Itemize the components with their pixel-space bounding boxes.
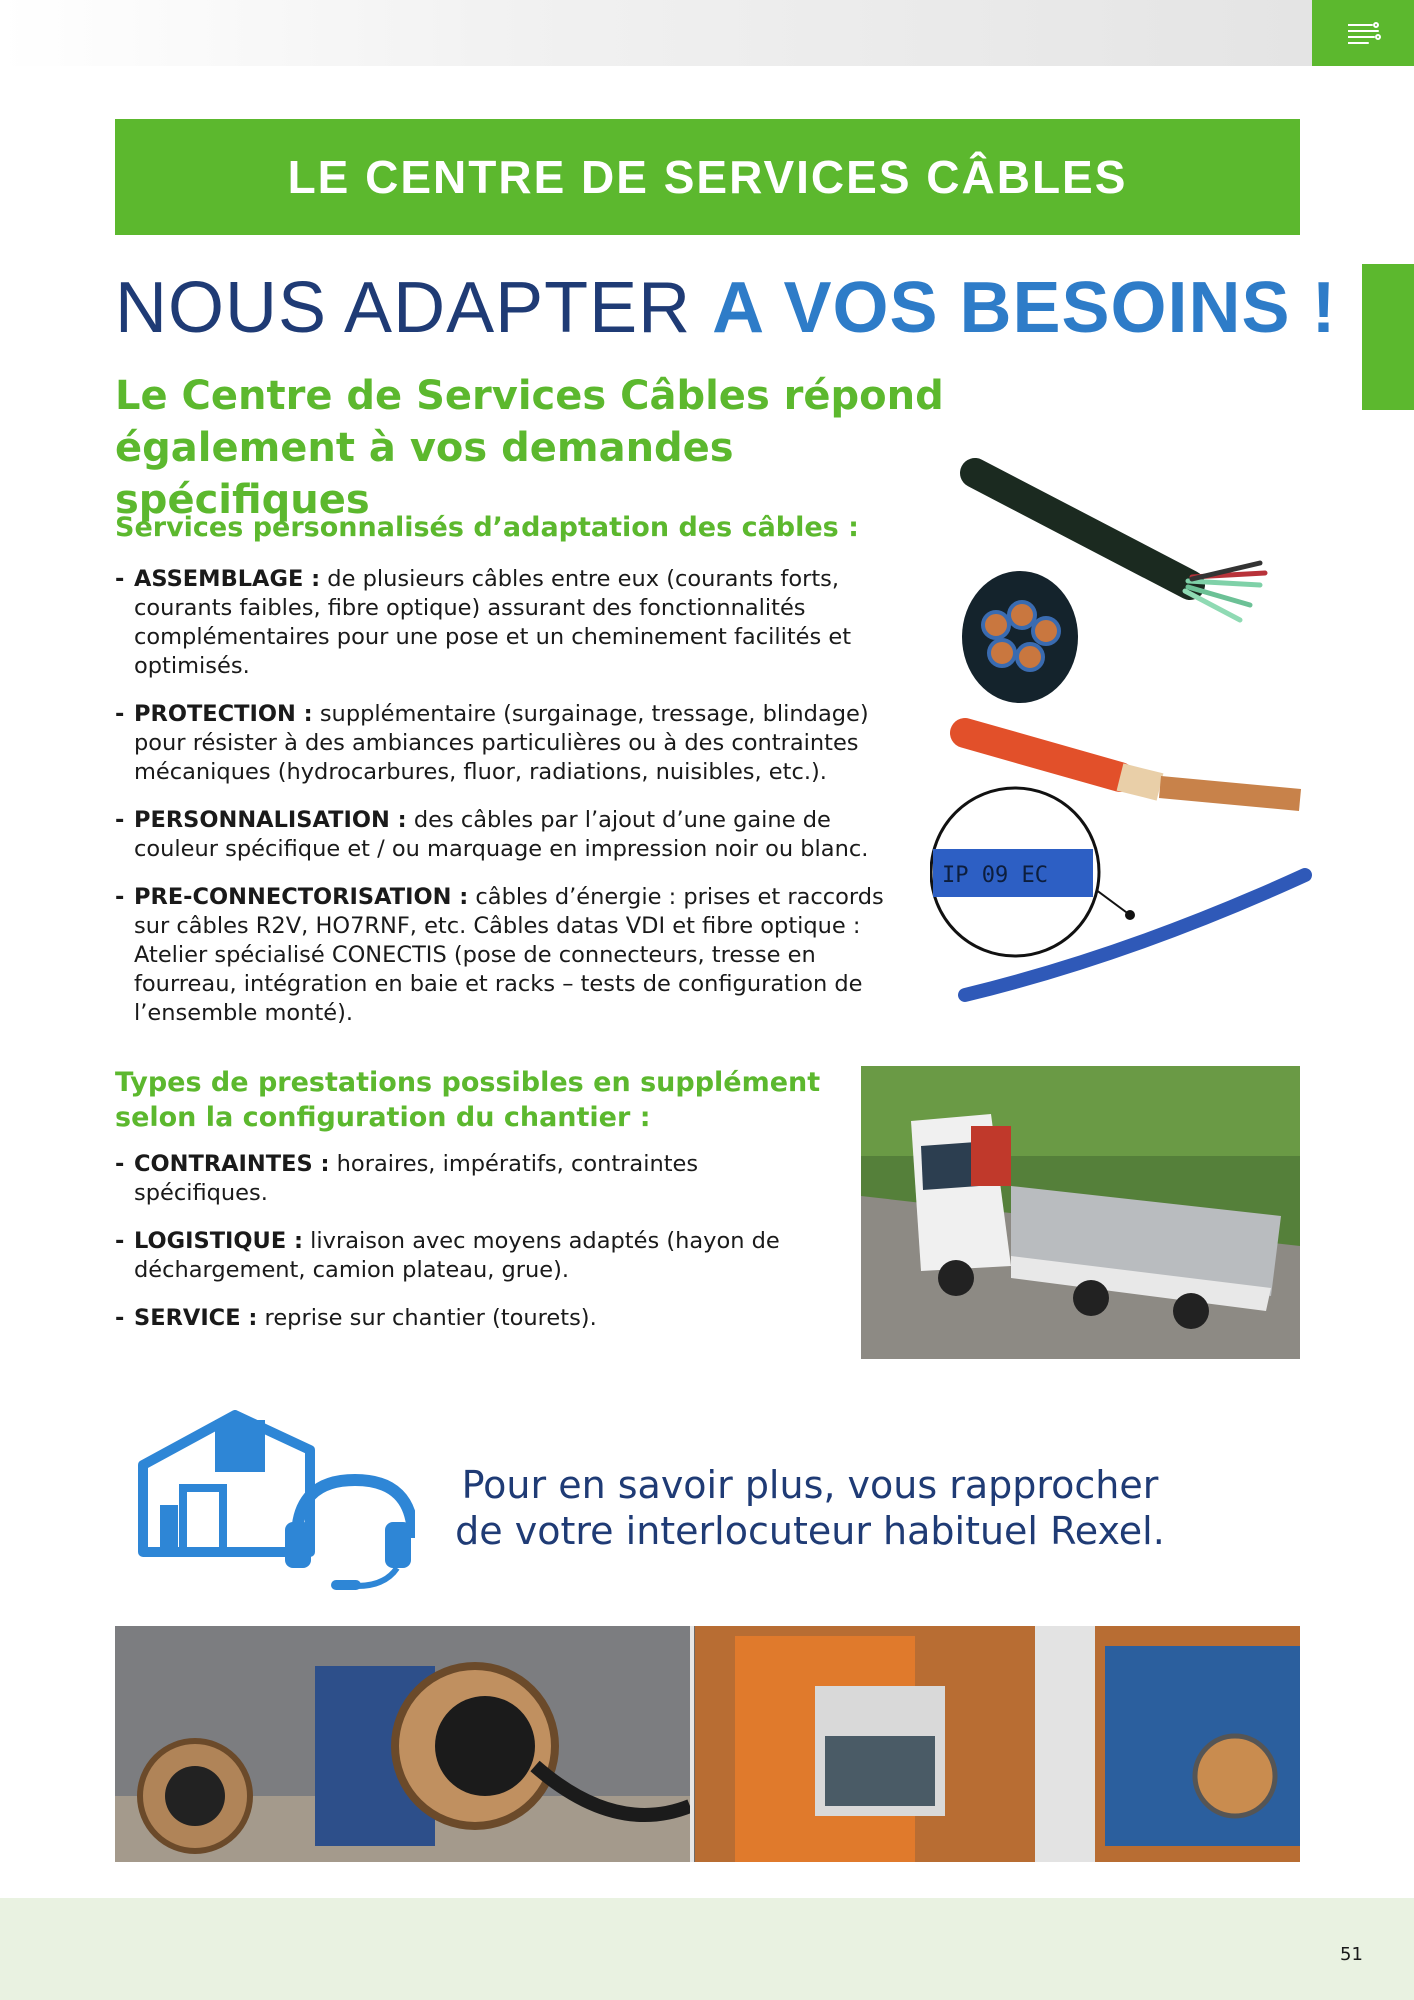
cables-photo bbox=[930, 455, 1320, 1015]
list-item bbox=[115, 565, 915, 681]
cable-marking-text: IP 09 EC bbox=[942, 863, 1048, 888]
list-item-term: PRE-CONNECTORISATION : bbox=[134, 884, 469, 910]
list-item bbox=[115, 806, 915, 864]
list-item-text: câbles d’énergie : prises et raccords sur câbles R2V, HO7RNF, etc. Câbles datas VDI et fibre optique : Atelier spécialisé CONECTIS (pose de connecteurs, tresse en fourreau, intégration en baie et racks – tests de configuration de l’ensemble monté). bbox=[134, 884, 884, 1026]
truck-photo bbox=[861, 1066, 1300, 1359]
page-number: 51 bbox=[1340, 1944, 1363, 1965]
list-item-term: PROTECTION : bbox=[134, 701, 313, 727]
services-list bbox=[115, 565, 915, 1047]
list-item-term: SERVICE : bbox=[134, 1305, 258, 1331]
heading-light: NOUS ADAPTER bbox=[115, 268, 713, 348]
warehouse-support-icon bbox=[135, 1410, 415, 1590]
footer-band bbox=[0, 1898, 1414, 2000]
workshop-photo bbox=[115, 1626, 1300, 1862]
list-item-text: horaires, impératifs, contraintes spécifiques. bbox=[134, 1151, 699, 1206]
side-tab bbox=[1362, 264, 1414, 410]
list-item-term: LOGISTIQUE : bbox=[134, 1228, 304, 1254]
list-item-text: livraison avec moyens adaptés (hayon de déchargement, camion plateau, grue). bbox=[134, 1228, 780, 1283]
list-item bbox=[115, 883, 915, 1028]
prestations-list bbox=[115, 1150, 835, 1352]
list-item bbox=[115, 1227, 835, 1285]
list-item-text: des câbles par l’ajout d’une gaine de couleur spécifique et / ou marquage en impression noir ou blanc. bbox=[134, 807, 869, 862]
cta-text: Pour en savoir plus, vous rapprocher de votre interlocuteur habituel Rexel. bbox=[455, 1463, 1165, 1553]
list-item-text: supplémentaire (surgainage, tressage, blindage) pour résister à des ambiances particulières ou à des contraintes mécaniques (hydrocarbures, fluor, radiations, nuisibles, etc.). bbox=[134, 701, 869, 785]
list-item bbox=[115, 1150, 835, 1208]
top-strip bbox=[0, 0, 1312, 66]
list-item-text: reprise sur chantier (tourets). bbox=[257, 1305, 597, 1331]
section-tab bbox=[1312, 0, 1414, 66]
cables-icon bbox=[1348, 22, 1382, 44]
list-item-text: de plusieurs câbles entre eux (courants forts, courants faibles, fibre optique) assurant des fonctionnalités complémentaires pour une pose et un cheminement facilités et optimisés. bbox=[134, 566, 852, 679]
title-banner: LE CENTRE DE SERVICES CÂBLES bbox=[115, 119, 1300, 235]
section-title-prestations: Types de prestations possibles en supplément selon la configuration du chantier : bbox=[115, 1067, 821, 1133]
list-item-term: CONTRAINTES : bbox=[134, 1151, 330, 1177]
list-item bbox=[115, 1304, 835, 1333]
subheading: Le Centre de Services Câbles répond également à vos demandes spécifiques bbox=[115, 373, 944, 523]
list-item-term: PERSONNALISATION : bbox=[134, 807, 407, 833]
list-item-term: ASSEMBLAGE : bbox=[134, 566, 321, 592]
heading-bold: A VOS BESOINS ! bbox=[712, 268, 1337, 348]
page-heading bbox=[115, 266, 1337, 350]
list-item bbox=[115, 700, 915, 787]
section-title-services: Services personnalisés d’adaptation des câbles : bbox=[115, 512, 859, 543]
